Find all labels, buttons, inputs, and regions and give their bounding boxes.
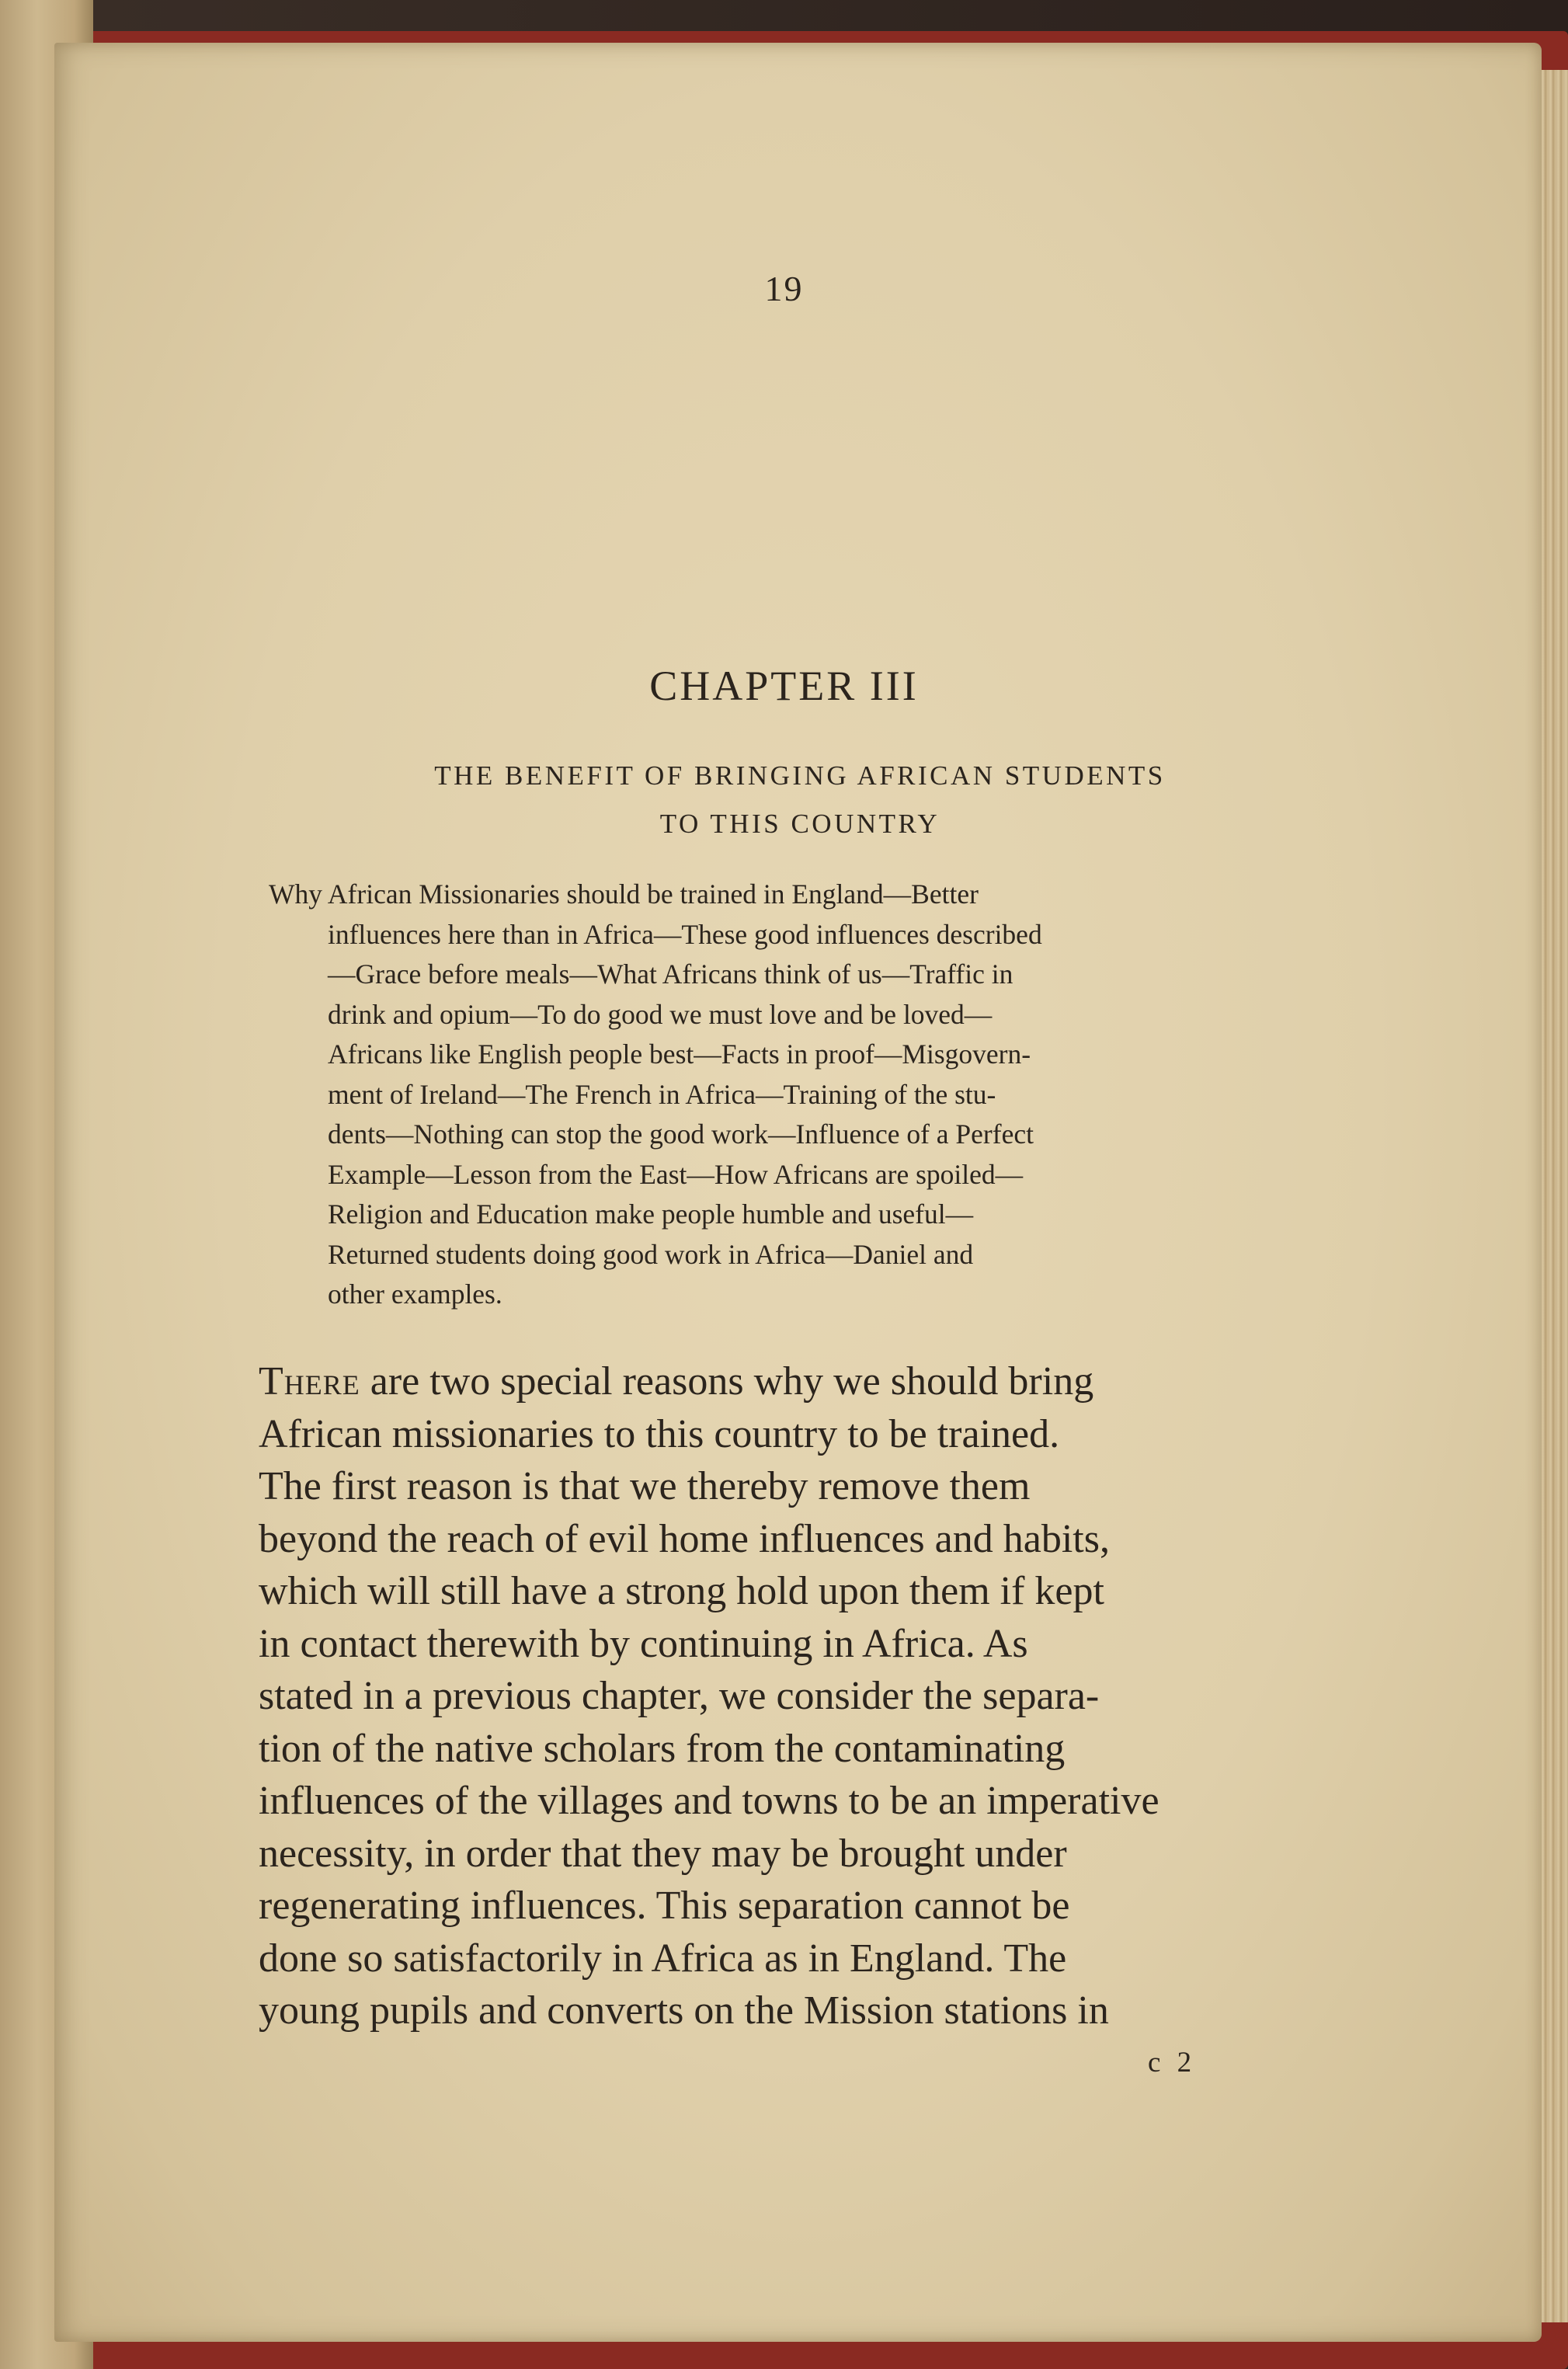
signature-mark: c 2 <box>1148 2047 1197 2079</box>
body-line: regenerating influences. This separation cannot be <box>259 1884 1070 1928</box>
page-number: 19 <box>764 269 804 308</box>
synopsis-line: Returned students doing good work in Africa—Daniel and <box>328 1238 974 1270</box>
body-line: The first reason is that we thereby remove them <box>259 1464 1031 1508</box>
body-line <box>259 1355 1299 1408</box>
synopsis-line: drink and opium—To do good we must love and be loved— <box>328 998 993 1030</box>
body-paragraph <box>259 1355 1299 2037</box>
synopsis-line: Religion and Education make people humble and useful— <box>328 1198 974 1230</box>
lead-word: There <box>259 1359 360 1404</box>
chapter-subtitle <box>334 752 1266 848</box>
synopsis-line: Africans like English people best—Facts in proof—Misgovern- <box>328 1038 1031 1070</box>
body-line: tion of the native scholars from the contaminating <box>259 1726 1066 1771</box>
synopsis-line: influences here than in Africa—These good influences described <box>328 918 1042 950</box>
chapter-synopsis <box>269 875 1309 1315</box>
body-line: which will still have a strong hold upon them if kept <box>259 1569 1104 1613</box>
body-line: necessity, in order that they may be brought under <box>259 1831 1067 1876</box>
synopsis-line: Example—Lesson from the East—How Africans are spoiled— <box>328 1158 1024 1190</box>
synopsis-line: other examples. <box>328 1278 502 1310</box>
body-line: in contact therewith by continuing in Africa. As <box>259 1621 1028 1666</box>
chapter-subtitle-line: TO THIS COUNTRY <box>659 809 940 839</box>
synopsis-line: dents—Nothing can stop the good work—Influence of a Perfect <box>328 1118 1034 1150</box>
body-line: stated in a previous chapter, we consider the separa- <box>259 1674 1100 1718</box>
body-line: young pupils and converts on the Mission stations in <box>259 1988 1109 2033</box>
synopsis-line: —Grace before meals—What Africans think of us—Traffic in <box>328 958 1013 990</box>
synopsis-line: Why African Missionaries should be trained in England—Better <box>269 878 979 910</box>
body-line: beyond the reach of evil home influences and habits, <box>259 1516 1110 1561</box>
body-line: done so satisfactorily in Africa as in England. The <box>259 1936 1067 1981</box>
synopsis-line: ment of Ireland—The French in Africa—Training of the stu- <box>328 1078 996 1110</box>
first-line-text: are two special reasons why we should bring <box>360 1359 1094 1404</box>
body-line: African missionaries to this country to be trained. <box>259 1411 1060 1456</box>
chapter-title: CHAPTER III <box>649 663 919 709</box>
body-line: influences of the villages and towns to be an imperative <box>259 1779 1159 1823</box>
chapter-subtitle-line: THE BENEFIT OF BRINGING AFRICAN STUDENTS <box>434 760 1166 791</box>
